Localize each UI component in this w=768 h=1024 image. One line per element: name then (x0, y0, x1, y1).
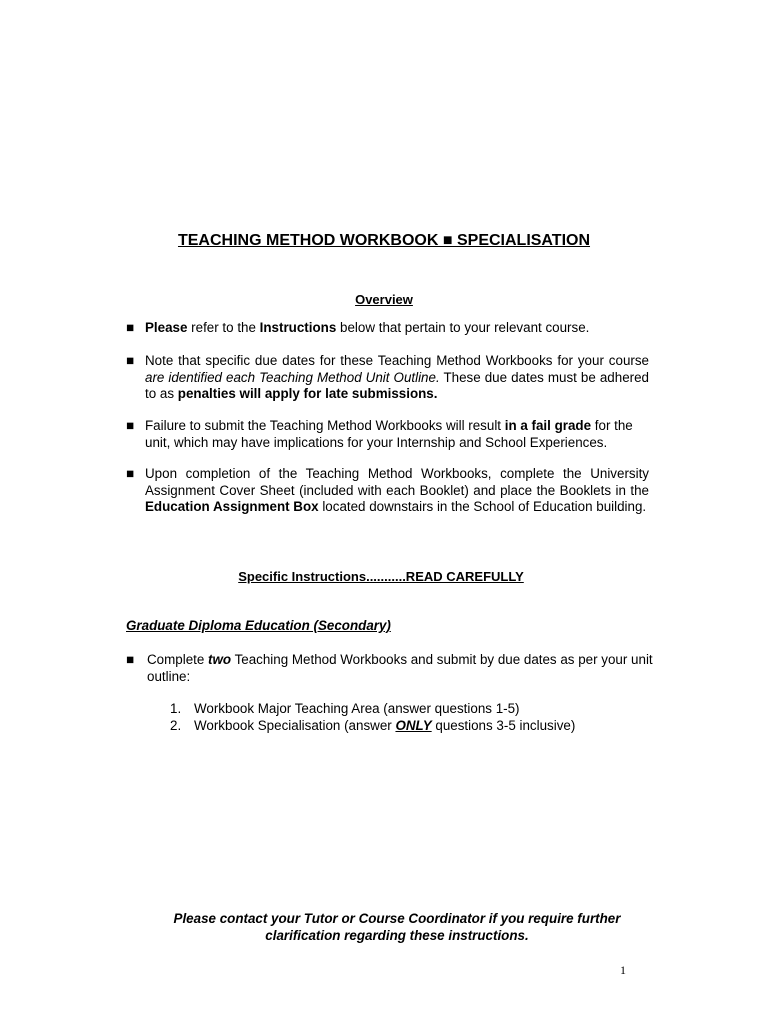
bullet-text: Please refer to the Instructions below that pertain to your relevant course. (145, 320, 590, 335)
bullet-text: Complete two Teaching Method Workbooks and submit by due dates as per your unit outline: (147, 652, 653, 684)
footer-note (0, 910, 768, 944)
bullet-marker: ■ (126, 418, 135, 433)
specific-instructions-heading: Specific Instructions...........READ CAREFULLY (238, 569, 524, 584)
overview-heading: Overview (355, 292, 413, 307)
list-item (126, 466, 649, 516)
list-item (170, 700, 575, 717)
bullet-marker: ■ (126, 466, 135, 481)
list-item (126, 652, 656, 685)
list-item (126, 353, 649, 403)
page-number: 1 (620, 963, 626, 977)
footer-line: Please contact your Tutor or Course Coordinator if you require further (173, 911, 621, 926)
bullet-marker: ■ (126, 652, 135, 667)
list-text: Workbook Specialisation (answer ONLY questions 3-5 inclusive) (194, 718, 576, 733)
bullet-text: Note that specific due dates for these Teaching Method Workbooks for your course are identified each Teaching Method Unit Outline. These due dates must be adhered to as penalties will apply for late submissions. (145, 353, 649, 401)
list-number: 1. (170, 701, 182, 716)
bullet-text: Upon completion of the Teaching Method Workbooks, complete the University Assignment Cover Sheet (included with each Booklet) and place the Booklets in the Education Assignment Box located downstairs in the School of Education building. (145, 466, 649, 514)
list-item (170, 717, 575, 734)
bullet-marker: ■ (126, 353, 135, 368)
list-item (126, 418, 649, 451)
list-number: 2. (170, 718, 182, 733)
bullet-marker: ■ (126, 320, 135, 335)
document-title: TEACHING METHOD WORKBOOK ■ SPECIALISATION (177, 232, 591, 249)
bullet-text: Failure to submit the Teaching Method Workbooks will result in a fail grade for the unit, which may have implications for your Internship and School Experiences. (145, 418, 633, 450)
program-heading: Graduate Diploma Education (Secondary) (126, 618, 391, 633)
list-text: Workbook Major Teaching Area (answer questions 1-5) (194, 701, 520, 716)
workbook-list (170, 700, 575, 734)
list-item (126, 320, 649, 337)
footer-line: clarification regarding these instructions. (265, 928, 529, 943)
